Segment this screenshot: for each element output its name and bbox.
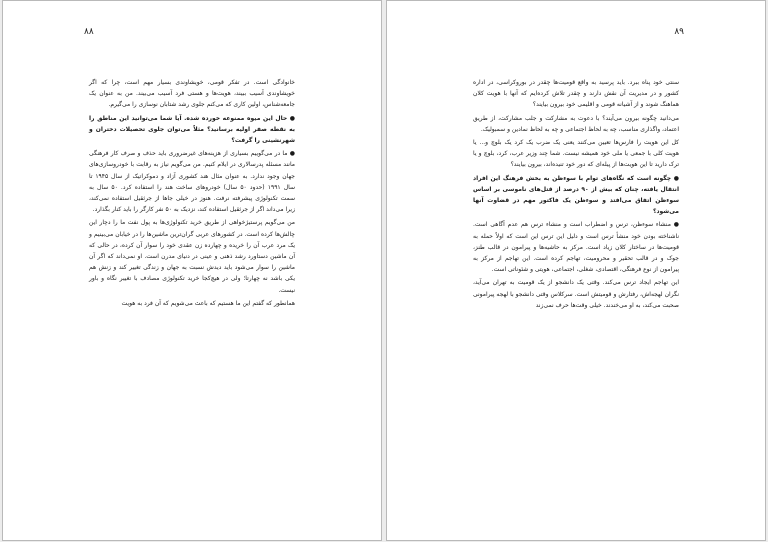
- paragraph: این تهاجم ایجاد ترس می‌کند. وقتی یک دانشجو از یک قومیت به تهران می‌آید، نگران لهجه‌اش، رفتارش و قومیتش است. سرکلاس وقتی دانشجو با لهجه پیرامونی صحبت می‌کند، به او می‌خندند. خیلی وقت‌ها حرف نمی‌زند: [473, 279, 679, 309]
- interview-question: ● حال این میوه ممنوعه خورده شده. آیا شما می‌توانید این مناطق را به نقطه صفر اولیه برسانید؟ مثلاً می‌توان جلوی تحصیلات دختران و شهرنشینی را گرفت؟: [89, 114, 295, 145]
- page-number: ۸۹: [674, 27, 684, 37]
- body-text: [473, 77, 679, 313]
- page-number: ۸۸: [84, 27, 94, 37]
- paragraph: ● منشاء سوءظن، ترس و اضطراب است و منشاء ترس هم عدم آگاهی است. ناشناخته بودن خود منشأ ترس است و دلیل این ترس این است که اولاً حمله به قومیت‌ها در ساختار کلان زیاد است. مرکز به حاشیه‌ها و پیرامون در قالب طنز، جوک و در قالب تحقیر و محرومیت، تهاجم کرده است. این تهاجم از مرکز به پیرامون از نوع فرهنگی، اقتصادی، شغلی، اجتماعی، هویتی و شئوناتی است.: [473, 221, 679, 274]
- paragraph: همانطور که گفتم این ما هستیم که باعث می‌شویم که آن فرد به هویت: [121, 299, 295, 307]
- paragraph: من می‌گویم پرستیژخواهی از طریق خرید تکنولوژی‌ها به پول نفت ما را دچار این چالش‌ها کرده است. در کشورهای عربی گران‌ترین ماشین‌ها را در خیابان می‌بینیم و یک مرد عرب آن را خریده و چهارده زن عقدی خود را سوار آن کرده، در حالی که آن ماشین دستاورد رشد ذهنی و عینی در دنیای مدرن است. او نمی‌داند که اگر آن ماشین را سوار می‌شود باید دیدش نسبت به جهان و زندگی تغییر کند و زنش هم یکی باشد نه چهارتا؛ ولی در هیچ‌کجا خرید تکنولوژی مصادف با تغییر نگاه و باور نیست.: [89, 219, 295, 294]
- interview-question: ● چگونه است که نگاه‌های توام با سوءظن به بخش فرهنگ این افراد انتقال یافته، چنان که بیش از ۹۰ درصد از قتل‌های ناموسی بر اساس سوءظن اتفاق می‌افتد و سوءظن یک فاکتور مهم در قضاوت آنها می‌شود؟: [473, 174, 679, 216]
- paragraph: خانوادگی است. در تفکر قومی، خویشاوندی بسیار مهم است، چرا که اگر خویشاوندی آسیب ببیند، هویت‌ها و هستی فرد آسیب می‌بیند. من به عنوان یک جامعه‌شناس، اولین کاری که می‌کنم جلوی رشد شتابان نوسازی را می‌گیرم.: [89, 79, 295, 109]
- paragraph: کل این هویت را فارس‌ها تعیین می‌کنند یعنی یک ضرب یک کرد یک بلوچ و... یا هویت کلی با جمعی یا ملی خود همیشه نیست. شما چند وزیر عرب، کرد، بلوچ و یا ترک دارید تا این هویت‌ها از پیله‌ای که دور خود تنیده‌اند، بیرون بیایند؟: [473, 139, 679, 169]
- body-text: [89, 77, 295, 311]
- book-page-right: [386, 0, 766, 541]
- book-page-left: [2, 0, 382, 541]
- paragraph: ● ما در می‌گوییم بسیاری از هزینه‌های غیرضروری باید حذف و صرف کار فرهنگی مانند مسئله پدرسالاری در ایلام کنیم. من می‌گویم نیاز به رقابت با خودروسازی‌های جهان وجود ندارد. به عنوان مثال هند کشوری آزاد و دموکراتیک از سال ۱۹۴۵ تا سال ۱۹۹۱ (حدود ۵۰ سال) خودروهای ساخت هند را استفاده کرد. ۵۰ سال به سمت تکنولوژی پیشرفته نرفت. هنوز در خیلی جاها از جرثقیل استفاده نمی‌کند، زیرا می‌داند اگر از جرثقیل استفاده کند، نزدیک به ۵۰ نفر کارگر را باید کنار بگذارد.: [89, 150, 295, 214]
- paragraph: می‌دانید چگونه بیرون می‌آیند؟ با دعوت به مشارکت و جلب مشارکت، از طریق اعتماد، واگذاری مناسب، چه به لحاظ اجتماعی و چه به لحاظ نمادین و سمبولیک.: [473, 114, 679, 133]
- paragraph: سنتی خود پناه ببرد. باید پرسید به واقع قومیت‌ها چقدر در بوروکراسی، در اداره کشور و در مدیریت آن نقش دارند و چقدر تلاش کرده‌ایم که آنها با هویت کلان هماهنگ شوند و از آشیانه قومی و اقلیمی خود بیرون بیایند؟: [473, 79, 679, 109]
